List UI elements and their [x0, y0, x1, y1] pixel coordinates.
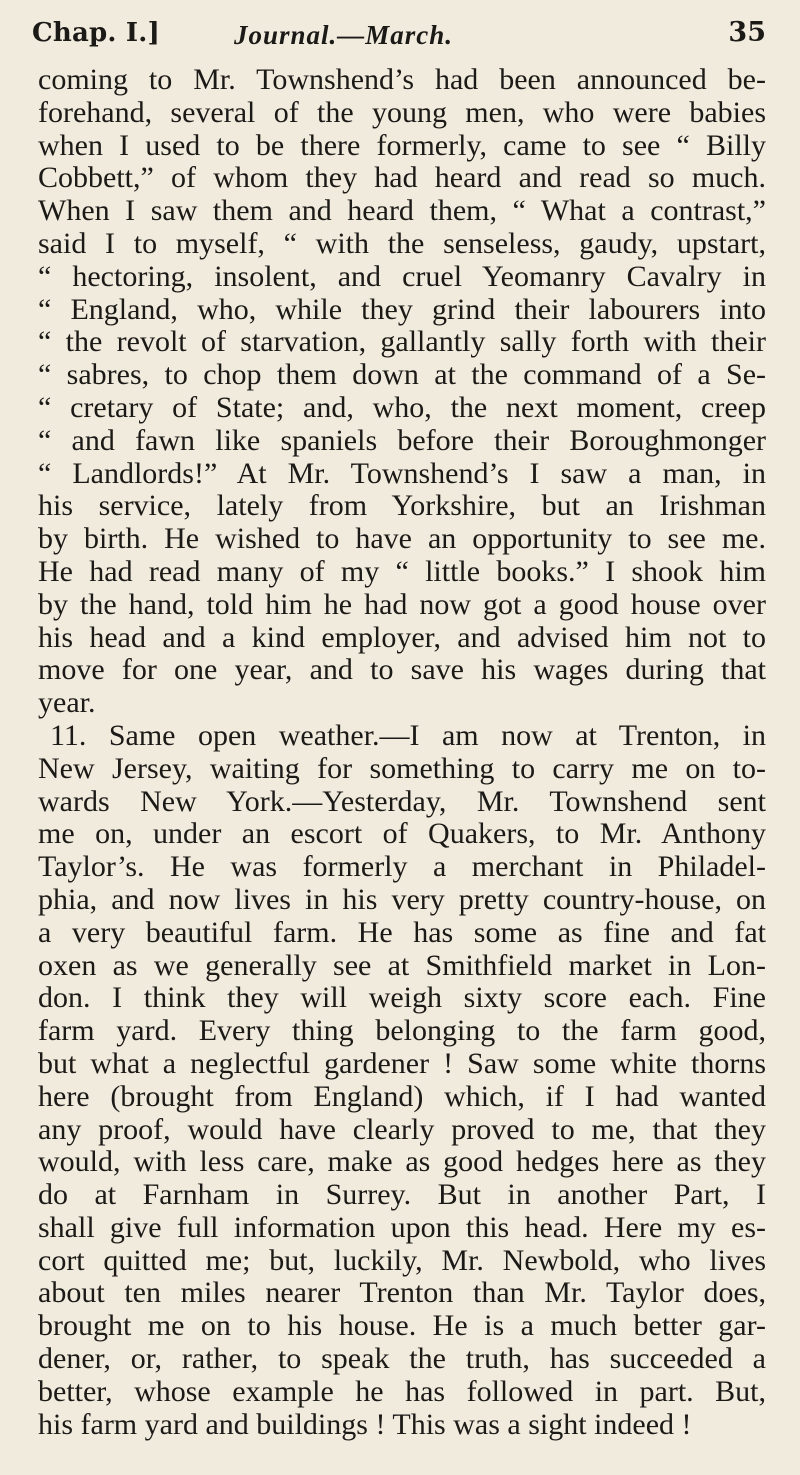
text-line: farm yard. Every thing belonging to the farm good, [38, 1014, 766, 1048]
text-line: shall give full information upon this head. Here my es- [38, 1210, 766, 1244]
text-line: would, with less care, make as good hedges here as they [38, 1145, 766, 1179]
text-line: “ hectoring, insolent, and cruel Yeomanry Cavalry in [38, 259, 766, 293]
text-line: by the hand, told him he had now got a good house over [38, 587, 766, 621]
text-line: don. I think they will weigh sixty score each. Fine [38, 981, 766, 1015]
text-line: about ten miles nearer Trenton than Mr. Taylor does, [38, 1276, 766, 1310]
text-line: “ England, who, while they grind their labourers into [38, 292, 766, 326]
text-line: his head and a kind employer, and advised him not to [38, 620, 766, 654]
text-line: move for one year, and to save his wages during that [38, 653, 766, 687]
text-line: “ sabres, to chop them down at the command of a Se- [38, 358, 766, 392]
text-line: He had read many of my “ little books.” I shook him [38, 554, 766, 588]
text-line: me on, under an escort of Quakers, to Mr. Anthony [38, 817, 766, 851]
text-line: year. [38, 686, 96, 720]
text-line: wards New York.—Yesterday, Mr. Townshend sent [38, 784, 766, 818]
text-line: his service, lately from Yorkshire, but an Irishman [38, 489, 766, 523]
text-line: phia, and now lives in his very pretty country-house, on [38, 882, 766, 916]
chapter-label: Chap. I.] [32, 18, 161, 48]
running-title: Journal.—March. [234, 20, 454, 50]
text-line: any proof, would have clearly proved to me, that they [38, 1112, 766, 1146]
text-line: a very beautiful farm. He has some as fine and fat [38, 915, 766, 949]
text-line: said I to myself, “ with the senseless, gaudy, upstart, [38, 226, 766, 260]
text-line: but what a neglectful gardener ! Saw some white thorns [38, 1046, 766, 1080]
text-line: here (brought from England) which, if I had wanted [38, 1079, 766, 1113]
text-line: “ the revolt of starvation, gallantly sally forth with their [38, 325, 766, 359]
text-line: his farm yard and buildings ! This was a sight indeed ! [38, 1407, 692, 1441]
body-text [38, 64, 766, 1441]
text-line: dener, or, rather, to speak the truth, has succeeded a [38, 1342, 766, 1376]
text-line: 11. Same open weather.—I am now at Trenton, in [50, 718, 766, 752]
running-header [32, 14, 766, 54]
text-line: cort quitted me; but, luckily, Mr. Newbold, who lives [38, 1243, 766, 1277]
text-line: do at Farnham in Surrey. But in another Part, I [38, 1178, 766, 1212]
page-number: 35 [728, 17, 766, 48]
text-line: oxen as we generally see at Smithfield market in Lon- [38, 948, 766, 982]
text-line: New Jersey, waiting for something to carry me on to- [38, 751, 766, 785]
text-line: Cobbett,” of whom they had heard and read so much. [38, 161, 766, 195]
text-line: brought me on to his house. He is a much better gar- [38, 1309, 766, 1343]
text-line: by birth. He wished to have an opportunity to see me. [38, 522, 766, 556]
text-line: “ cretary of State; and, who, the next moment, creep [38, 390, 766, 424]
text-line: forehand, several of the young men, who were babies [38, 95, 766, 129]
text-line: When I saw them and heard them, “ What a contrast,” [38, 194, 766, 228]
text-line: “ Landlords!” At Mr. Townshend’s I saw a man, in [38, 456, 766, 490]
text-line: when I used to be there formerly, came to see “ Billy [38, 128, 766, 162]
text-line: coming to Mr. Townshend’s had been announced be- [38, 63, 766, 96]
text-line: better, whose example he has followed in part. But, [38, 1374, 766, 1408]
text-line: Taylor’s. He was formerly a merchant in Philadel- [38, 850, 766, 884]
text-line: “ and fawn like spaniels before their Boroughmonger [38, 423, 766, 457]
